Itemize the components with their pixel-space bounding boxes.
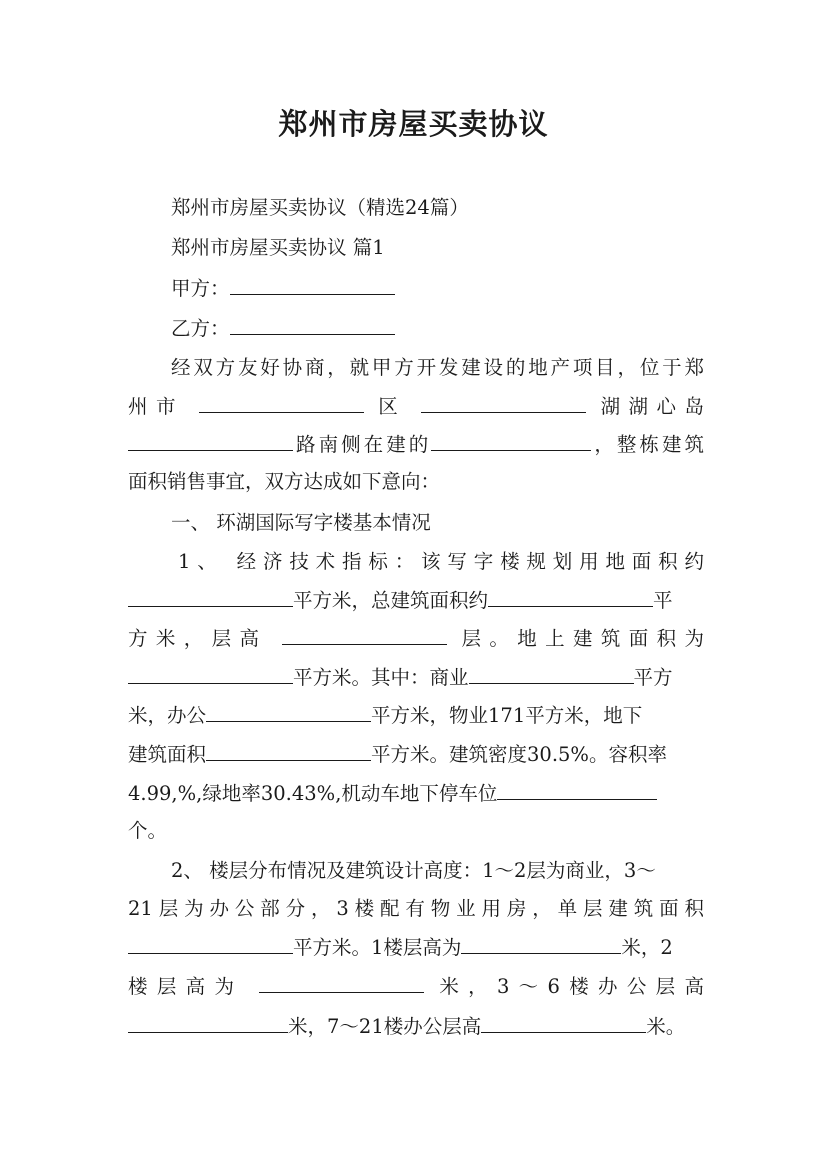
item1-line-4: 平方米。其中：商业 平方 [128,659,704,695]
item1-blank-office [206,697,371,722]
section-heading: 郑州市房屋买卖协议 篇1 [171,236,385,259]
intro-blank-city [199,388,364,413]
intro-blank-road [128,426,293,451]
item1-blank-underground [206,736,371,761]
item2-blank-floor1-height [461,929,621,954]
party-a-line [171,270,571,306]
item2-line-1: 2、 楼层分布情况及建筑设计高度：1～2层为商业，3～ [171,859,656,882]
heading-1: 一、 环湖国际写字楼基本情况 [171,511,431,534]
party-a-label: 甲方： [171,277,230,300]
item1-blank-land-area [128,582,293,607]
document-title: 郑州市房屋买卖协议 [278,107,549,141]
party-b-label: 乙方： [171,317,230,340]
item1-blank-above-ground [128,659,293,684]
intro-blank-building [431,426,591,451]
item1-blank-total-area [488,582,653,607]
party-a-blank [230,270,395,295]
item2-blank-office-7-21 [481,1008,646,1033]
subtitle: 郑州市房屋买卖协议（精选24篇） [171,196,469,219]
item2-line-2: 21层为办公部分，3楼配有物业用房，单层建筑面积 [128,897,704,920]
item2-line-4: 楼层高为 米，3～6楼办公层高 [128,968,704,1004]
intro-line-1: 经双方友好协商，就甲方开发建设的地产项目，位于郑 [171,356,704,379]
item2-blank-floor2-height [259,968,424,993]
intro-line-2: 州市 区 湖湖心岛 [128,388,704,424]
party-b-blank [230,310,395,335]
item2-blank-office-3-6 [128,1008,288,1033]
item2-line-5: 米，7～21楼办公层高 米。 [128,1008,718,1044]
item2-blank-floor-area [128,929,293,954]
item1-line-8: 个。 [128,819,168,842]
item1-blank-parking [497,775,657,800]
item1-line-5: 米，办公 平方米，物业171平方米，地下 [128,697,704,733]
item1-line-7: 4.99,%,绿地率30.43%,机动车地下停车位 [128,775,704,811]
item1-line-6: 建筑面积 平方米。建筑密度30.5%。容积率 [128,736,704,772]
item1-line-1: 1、 经济技术指标：该写字楼规划用地面积约 [178,550,704,573]
intro-line-4: 面积销售事宜，双方达成如下意向： [128,470,441,493]
intro-blank-district [421,388,586,413]
item1-line-3: 方米，层高 层。地上建筑面积为 [128,620,704,656]
item1-line-2: 平方米，总建筑面积约 平 [128,582,704,618]
item1-blank-floors [282,620,447,645]
party-b-line [171,310,571,346]
item2-line-3: 平方米。1楼层高为 米，2 [128,929,704,965]
intro-line-3: 路南侧在建的 ，整栋建筑 [128,426,704,462]
item1-blank-commercial [469,659,634,684]
